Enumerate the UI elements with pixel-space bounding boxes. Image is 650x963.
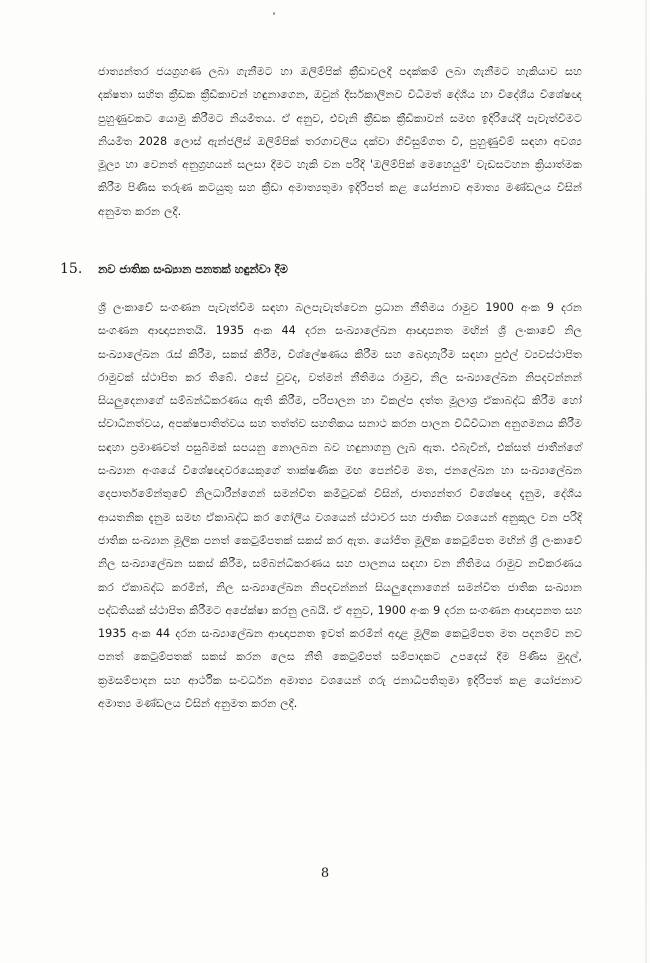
paragraph-olympic-program: ජාත්‍යන්තර ජයග්‍රහණ ලබා ගැනීමට හා ඔලිම්පික් ක්‍රීඩාවලදී පදක්කම් ලබා ගැනීමට හැකියාව සහ දක්ෂතා සහිත ක්‍රීඩක ක්‍රීඩිකාවන් හඳුනාගෙන, ඔවුන් දීර්ඝකාලීනව විධිමත් දේශීය හා විදේශීය විශේෂඥ පුහුණුවකට යොමු කිරීමට නියමිතය. ඒ අනුව, එවැනි ක්‍රීඩක ක්‍රීඩිකාවන් සමඟ ඉදිරියේදී පැවැත්වීමට නියමිත 2028 ලොස් ඇන්ජලීස් ඔලිම්පික් තරගාවලිය දක්වා ගිවිසුම්ගත වී, පුහුණුවීම් සඳහා අවශ්‍ය මූල්‍ය හා වෙනත් අනුග්‍රහයන් සලසා දීමට හැකි වන පරිදි 'ඔලිම්පික් මෙහෙයුම්' වැඩසටහන ක්‍රියාත්මක කිරීම පිණිස තරුණ කටයුතු සහ ක්‍රීඩා අමාත්‍යතුමා ඉදිරිපත් කළ යෝජනාව අමාත්‍ය මණ්ඩලය විසින් අනුමත කරන ලදී. [98, 65, 582, 218]
page-number: 8 [320, 866, 330, 881]
scan-edge [645, 0, 647, 963]
section-heading [60, 261, 600, 283]
scan-speck [273, 12, 275, 15]
section-number: 15. [60, 261, 83, 277]
paragraph-statistics-act: ශ්‍රී ලංකාවේ සංගණන පැවැත්වීම සඳහා බලපැවැත්වෙන ප්‍රධාන නීතිමය රාමුව 1900 අංක 9 දරන සංගණන ආඥාපනතයි. 1935 අංක 44 දරන සංඛ්‍යාලේඛන ආඥාපනත මඟින් ශ්‍රී ලංකාවේ නිල සංඛ්‍යාලේඛන රැස් කිරීම, සකස් කිරීම, විශ්ලේෂණය කිරීම සහ බෙදාහැරීම සඳහා පුළුල් ව්‍යවස්ථාපිත රාමුවක් ස්ථාපිත කර තිබේ. එසේ වුවද, වත්මන් නීතිමය රාමුව, නිල සංඛ්‍යාලේඛන නිපදවන්නන් සියලුදෙනාගේ සම්බන්ධීකරණය ඇති කිරීම, පරිපාලන හා විකල්ප දත්ත මූලාශ්‍ර ඒකාබද්ධ කිරීම හෝ ස්වාධීනත්වය, අපක්ෂපාතිත්වය සහ තත්ත්ව සහතිකය සනාථ කරන පාලන විධිවිධාන අනුගමනය කිරීම සඳහා ප්‍රමාණවත් පසුබිමක් සපයනු නොලබන බව හඳුනාගනු ලැබ ඇත. එබැවින්, එක්සත් ජාතීන්ගේ සංඛ්‍යාන අංශයේ විශේෂඥවරයෙකුගේ තාක්ෂණික මඟ පෙන්වීම මත, ජනලේඛන හා සංඛ්‍යාලේඛන දෙපාර්තමේන්තුවේ නිලධාරීන්ගෙන් සමන්විත කමිටුවක් විසින්, ජාත්‍යන්තර විශේෂඥ දැනුම, දේශීය ආයතනික දැනුම සමඟ ඒකාබද්ධ කර ගෝලීය වශයෙන් ස්ථාවර සහ ජාතික වශයෙන් අනුකූල වන පරිදි ජාතික සංඛ්‍යාන මූලික පනත් කෙටුම්පතක් සකස් කර ඇත. යෝජිත මූලික කෙටුම්පත මඟින් ශ්‍රී ලංකාවේ නිල සංඛ්‍යාලේඛන සකස් කිරීම, සම්බන්ධීකරණය සහ පාලනය සඳහා වන නීතිමය රාමුව නවීකරණය කර ඒකාබද්ධ කරමින්, නිල සංඛ්‍යාලේඛන නිපදවන්නන් සියලුදෙනාගෙන් සමන්විත ජාතික සංඛ්‍යාන පද්ධතියක් ස්ථාපිත කිරීමට අපේක්ෂා කරනු ලබයි. ඒ අනුව, 1900 අංක 9 දරන සංගණන ආඥාපනත සහ 1935 අංක 44 දරන සංඛ්‍යාලේඛන ආඥාපනත ඉවත් කරමින් අදාළ මූලික කෙටුම්පත මත පදනම්ව නව පනත් කෙටුම්පතක් සකස් කරන ලෙස නීති කෙටුම්පත් සම්පාදකට උපදෙස් දීම පිණිස මුදල්, ක්‍රමසම්පාදන සහ ආර්ථික සංවර්ධන අමාත්‍ය වශයෙන් ගරු ජනාධිපතිතුමා ඉදිරිපත් කළ යෝජනාව අමාත්‍ය මණ්ඩලය විසින් අනුමත කරන ලදී. [98, 301, 582, 711]
section-title: නව ජාතික සංඛ්‍යාන පනතක් හඳුන්වා දීම [98, 262, 288, 276]
